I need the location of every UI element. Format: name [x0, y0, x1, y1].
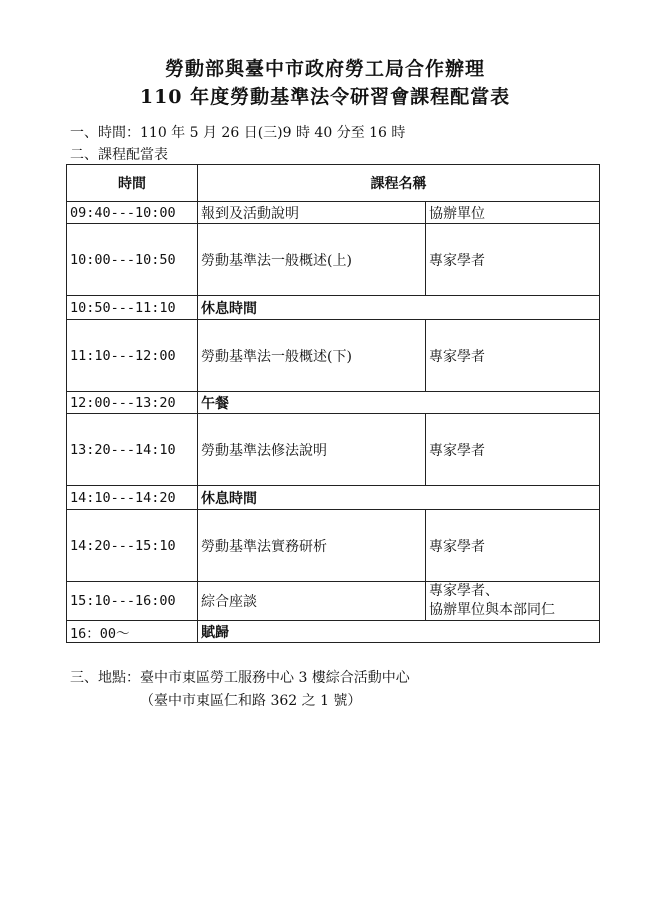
row-time: 12:00---13:20 — [67, 392, 198, 414]
row-course: 勞動基準法修法說明 — [198, 414, 426, 486]
row-course: 勞動基準法一般概述(下) — [198, 320, 426, 392]
table-row — [67, 224, 600, 296]
row-time: 11:10---12:00 — [67, 320, 198, 392]
section-schedule-heading: 二、課程配當表 — [70, 147, 168, 163]
section-location: 三、地點：臺中市東區勞工服務中心 3 樓綜合活動中心 — [70, 670, 410, 686]
table-row — [67, 320, 600, 392]
speaker-line: 專家學者、 — [429, 583, 499, 599]
row-lunch: 午餐 — [198, 392, 600, 414]
header-time: 時間 — [67, 165, 198, 202]
row-speaker: 專家學者 — [426, 510, 600, 582]
section-time: 一、時間：110 年 5 月 26 日(三)9 時 40 分至 16 時 — [70, 125, 406, 141]
row-time: 14:10---14:20 — [67, 486, 198, 510]
document-subtitle: 110 年度勞動基準法令研習會課程配當表 — [139, 86, 511, 108]
row-speaker: 專家學者 — [426, 320, 600, 392]
row-end: 賦歸 — [198, 621, 600, 643]
row-speaker — [426, 582, 600, 621]
row-break: 休息時間 — [198, 296, 600, 320]
document-title: 勞動部與臺中市政府勞工局合作辦理 — [164, 58, 485, 80]
row-speaker: 協辦單位 — [426, 202, 600, 224]
speaker-line: 協辦單位與本部同仁 — [429, 602, 555, 618]
row-course: 勞動基準法一般概述(上) — [198, 224, 426, 296]
table-header-row — [67, 165, 600, 202]
table-row — [67, 582, 600, 621]
row-time: 10:50---11:10 — [67, 296, 198, 320]
table-row — [67, 486, 600, 510]
row-time: 13:20---14:10 — [67, 414, 198, 486]
table-row — [67, 296, 600, 320]
row-time: 16：00～ — [67, 621, 198, 643]
row-time: 09:40---10:00 — [67, 202, 198, 224]
row-time: 15:10---16:00 — [67, 582, 198, 621]
table-row — [67, 392, 600, 414]
table-row — [67, 202, 600, 224]
row-course: 綜合座談 — [198, 582, 426, 621]
row-time: 10:00---10:50 — [67, 224, 198, 296]
schedule-table — [66, 164, 600, 643]
row-speaker: 專家學者 — [426, 224, 600, 296]
table-row — [67, 510, 600, 582]
header-course: 課程名稱 — [198, 165, 600, 202]
location-address: （臺中市東區仁和路 362 之 1 號） — [140, 693, 362, 709]
row-speaker: 專家學者 — [426, 414, 600, 486]
row-course: 勞動基準法實務研析 — [198, 510, 426, 582]
table-row — [67, 414, 600, 486]
table-row — [67, 621, 600, 643]
row-break: 休息時間 — [198, 486, 600, 510]
row-course: 報到及活動說明 — [198, 202, 426, 224]
row-time: 14:20---15:10 — [67, 510, 198, 582]
